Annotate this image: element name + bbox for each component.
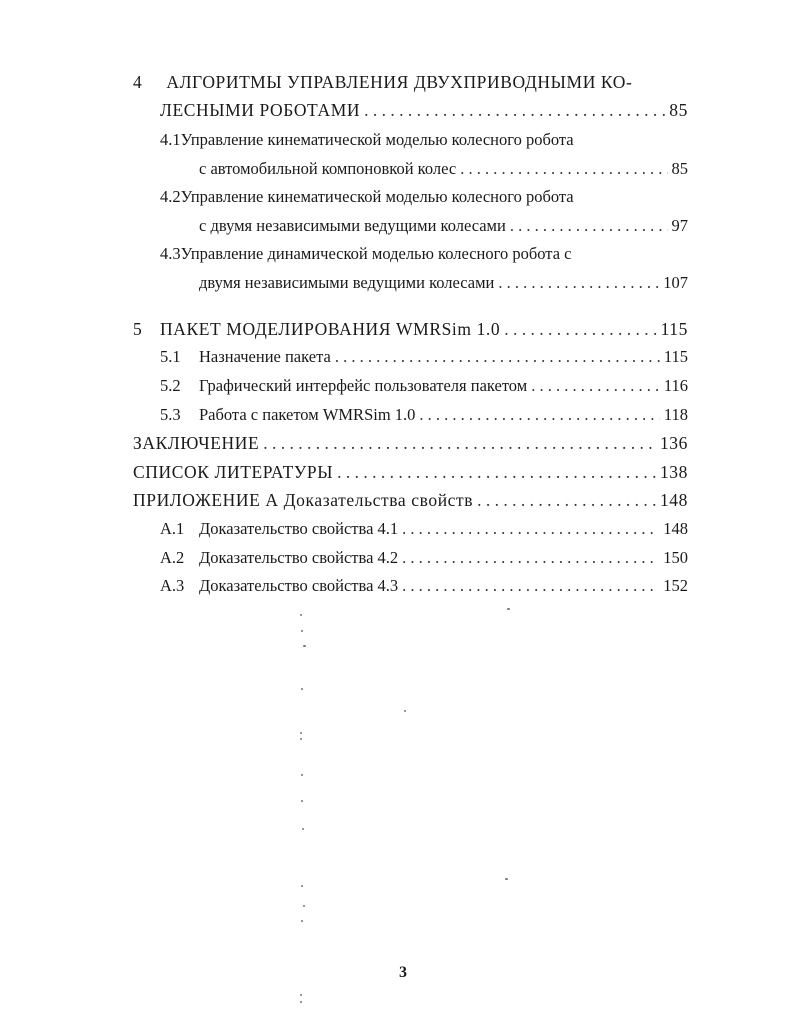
scan-speck — [404, 710, 406, 712]
dot-leader — [460, 159, 667, 179]
section-4-3-number: 4.3 — [160, 244, 181, 263]
section-4-2-number: 4.2 — [160, 187, 181, 206]
section-5-2-number: 5.2 — [160, 376, 181, 395]
page-number: 3 — [399, 964, 407, 981]
section-5-2-page: 116 — [663, 376, 688, 395]
scan-speck — [300, 732, 302, 734]
chapter-4-title-line2: ЛЕСНЫМИ РОБОТАМИ — [160, 100, 361, 120]
toc-entry-4-2[interactable] — [199, 216, 688, 236]
section-4-3-page: 107 — [663, 273, 688, 292]
chapter-5-title: ПАКЕТ МОДЕЛИРОВАНИЯ WMRSim 1.0 — [160, 319, 501, 339]
section-4-2-page: 97 — [671, 216, 688, 235]
section-4-1-title-line1: Управление кинематической моделью колесного робота — [180, 130, 574, 149]
section-5-3-number: 5.3 — [160, 405, 181, 424]
section-5-3-page: 118 — [663, 405, 688, 424]
toc-entry-conclusion[interactable] — [133, 433, 688, 453]
references-title: СПИСОК ЛИТЕРАТУРЫ — [133, 462, 334, 482]
toc-entry-4-1-line1[interactable] — [160, 130, 574, 150]
section-4-2-title-line2: с двумя независимыми ведущими колесами — [199, 216, 506, 235]
section-4-3-title-line1: Управление динамической моделью колесного робота с — [180, 244, 572, 263]
scan-speck — [300, 738, 302, 740]
scan-speck — [301, 774, 303, 776]
chapter-4-number: 4 — [133, 72, 143, 92]
scan-speck — [301, 920, 303, 922]
section-a-1-number: А.1 — [160, 519, 185, 538]
dot-leader — [263, 433, 656, 453]
appendix-title: ПРИЛОЖЕНИЕ А Доказательства свойств — [133, 490, 474, 510]
scan-speck — [300, 614, 302, 616]
toc-entry-appendix[interactable] — [133, 490, 688, 510]
scan-speck — [303, 645, 306, 647]
dot-leader — [531, 376, 660, 396]
conclusion-page: 136 — [659, 433, 688, 453]
toc-entry-chapter-4[interactable] — [160, 100, 688, 120]
chapter-4-heading-line1 — [133, 72, 632, 92]
toc-entry-4-3-line1[interactable] — [160, 244, 571, 264]
section-a-1-page: 148 — [663, 519, 688, 538]
chapter-4-title-line1: АЛГОРИТМЫ УПРАВЛЕНИЯ ДВУХПРИВОДНЫМИ КО- — [166, 72, 633, 92]
references-page: 138 — [659, 462, 688, 482]
toc-entry-4-3[interactable] — [199, 273, 688, 293]
section-a-3-title: Доказательство свойства 4.3 — [199, 576, 399, 595]
dot-leader — [337, 462, 656, 482]
chapter-4-page: 85 — [669, 100, 688, 120]
dot-leader — [498, 273, 659, 293]
dot-leader — [402, 548, 659, 568]
section-5-3-title: Работа с пакетом WMRSim 1.0 — [199, 405, 416, 424]
chapter-5-page: 115 — [660, 319, 688, 339]
dot-leader — [510, 216, 668, 236]
section-4-1-number: 4.1 — [160, 130, 181, 149]
scan-speck — [300, 1001, 302, 1003]
chapter-5-number: 5 — [133, 319, 143, 339]
scan-speck — [301, 885, 303, 887]
dot-leader — [477, 490, 656, 510]
scan-speck — [505, 878, 508, 880]
section-a-2-title: Доказательство свойства 4.2 — [199, 548, 399, 567]
section-4-3-title-line2: двумя независимыми ведущими колесами — [199, 273, 495, 292]
appendix-page: 148 — [659, 490, 688, 510]
section-5-1-page: 115 — [663, 347, 688, 366]
section-a-3-page: 152 — [663, 576, 688, 595]
section-4-1-title-line2: с автомобильной компоновкой колес — [199, 159, 457, 178]
section-4-1-page: 85 — [671, 159, 688, 178]
scan-speck — [301, 800, 303, 802]
toc-entry-4-2-line1[interactable] — [160, 187, 574, 207]
toc-entry-a-2[interactable] — [160, 548, 688, 568]
scan-speck — [300, 994, 302, 996]
section-5-1-number: 5.1 — [160, 347, 181, 366]
dot-leader — [335, 347, 660, 367]
dot-leader — [402, 519, 659, 539]
scan-speck — [303, 905, 305, 907]
dot-leader — [504, 319, 656, 339]
toc-entry-a-3[interactable] — [160, 576, 688, 596]
scan-speck — [507, 608, 510, 610]
dot-leader — [364, 100, 665, 120]
scan-speck — [302, 828, 304, 830]
toc-entry-4-1[interactable] — [199, 159, 688, 179]
conclusion-title: ЗАКЛЮЧЕНИЕ — [133, 433, 260, 453]
section-5-1-title: Назначение пакета — [199, 347, 331, 366]
toc-entry-5-2[interactable] — [160, 376, 688, 396]
scan-speck — [301, 630, 303, 632]
toc-entry-a-1[interactable] — [160, 519, 688, 539]
section-a-2-number: А.2 — [160, 548, 185, 567]
toc-entry-chapter-5[interactable] — [133, 319, 688, 339]
dot-leader — [402, 576, 659, 596]
toc-entry-references[interactable] — [133, 462, 688, 482]
section-a-2-page: 150 — [663, 548, 688, 567]
section-a-3-number: А.3 — [160, 576, 185, 595]
toc-entry-5-1[interactable] — [160, 347, 688, 367]
toc-entry-5-3[interactable] — [160, 405, 688, 425]
section-4-2-title-line1: Управление кинематической моделью колесного робота — [180, 187, 574, 206]
dot-leader — [419, 405, 659, 425]
section-a-1-title: Доказательство свойства 4.1 — [199, 519, 399, 538]
scan-speck — [301, 688, 303, 690]
section-5-2-title: Графический интерфейс пользователя пакетом — [199, 376, 528, 395]
